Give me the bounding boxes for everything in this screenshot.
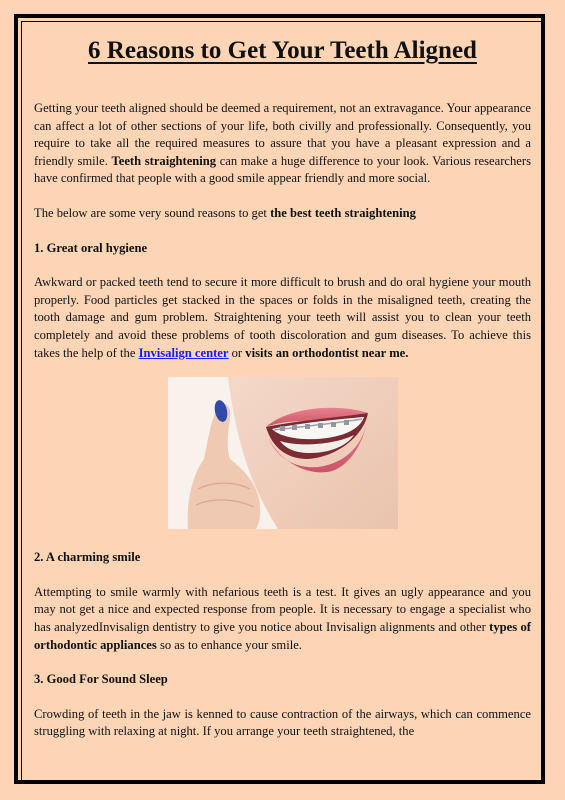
- intro-text-2: can make a huge difference to your look. Various researchers have confirmed that people with a good smile appear friendly and more social.: [34, 153, 531, 186]
- article: [34, 30, 531, 741]
- page-title: 6 Reasons to Get Your Teeth Aligned: [88, 37, 477, 64]
- section2-paragraph: [34, 584, 531, 654]
- section1-or: or: [228, 345, 246, 360]
- section1-heading: 1. Great oral hygiene: [34, 240, 148, 255]
- invisalign-center-link[interactable]: Invisalign center: [138, 345, 229, 360]
- section3-heading: 3. Good For Sound Sleep: [34, 672, 168, 687]
- smile-braces-image: [168, 377, 398, 529]
- lead-paragraph: [34, 205, 531, 223]
- intro-bold: Teeth straightening: [111, 153, 217, 168]
- lead-bold: the best teeth straightening: [270, 205, 416, 220]
- lead-text: The below are some very sound reasons to get: [34, 205, 271, 220]
- section1-bold: visits an orthodontist near me.: [245, 345, 409, 360]
- section2-heading: 2. A charming smile: [34, 550, 141, 565]
- section1-text: Awkward or packed teeth tend to secure it more difficult to brush and do oral hygiene your mouth properly. Food particles get stacked in the spaces or folds in the misaligned teeth, creating the tooth damage and gum problem. Straightening your teeth will assist you to clean your teeth completely and avoid these problems of tooth discoloration and gum diseases. To achieve this takes the help of the: [34, 275, 531, 360]
- section3-paragraph: Crowding of teeth in the jaw is kenned to cause contraction of the airways, which can commence struggling with relaxing at night. If you arrange your teeth straightened, the: [34, 706, 531, 739]
- section2-text-end: so as to enhance your smile.: [156, 637, 302, 652]
- intro-paragraph: [34, 100, 531, 188]
- section2-bold: types of orthodontic appliances: [34, 619, 531, 652]
- section1-paragraph: [34, 274, 531, 362]
- section2-text: Attempting to smile warmly with nefarious teeth is a test. It gives an ugly appearance and you may not get a nice and expected response from people. It is necessary to engage a specialist who has analyzedInvisalign dentistry to give you notice about Invisalign alignments and other: [34, 584, 531, 634]
- intro-text-1: Getting your teeth aligned should be deemed a requirement, not an extravagance. Your appearance can affect a lot of other sections of your life, both civilly and professionally. Consequently, you require to take all the required measures to assure that you have a pleasant expression and a friendly smile.: [34, 101, 531, 168]
- smile-braces-photo-icon: [168, 377, 398, 529]
